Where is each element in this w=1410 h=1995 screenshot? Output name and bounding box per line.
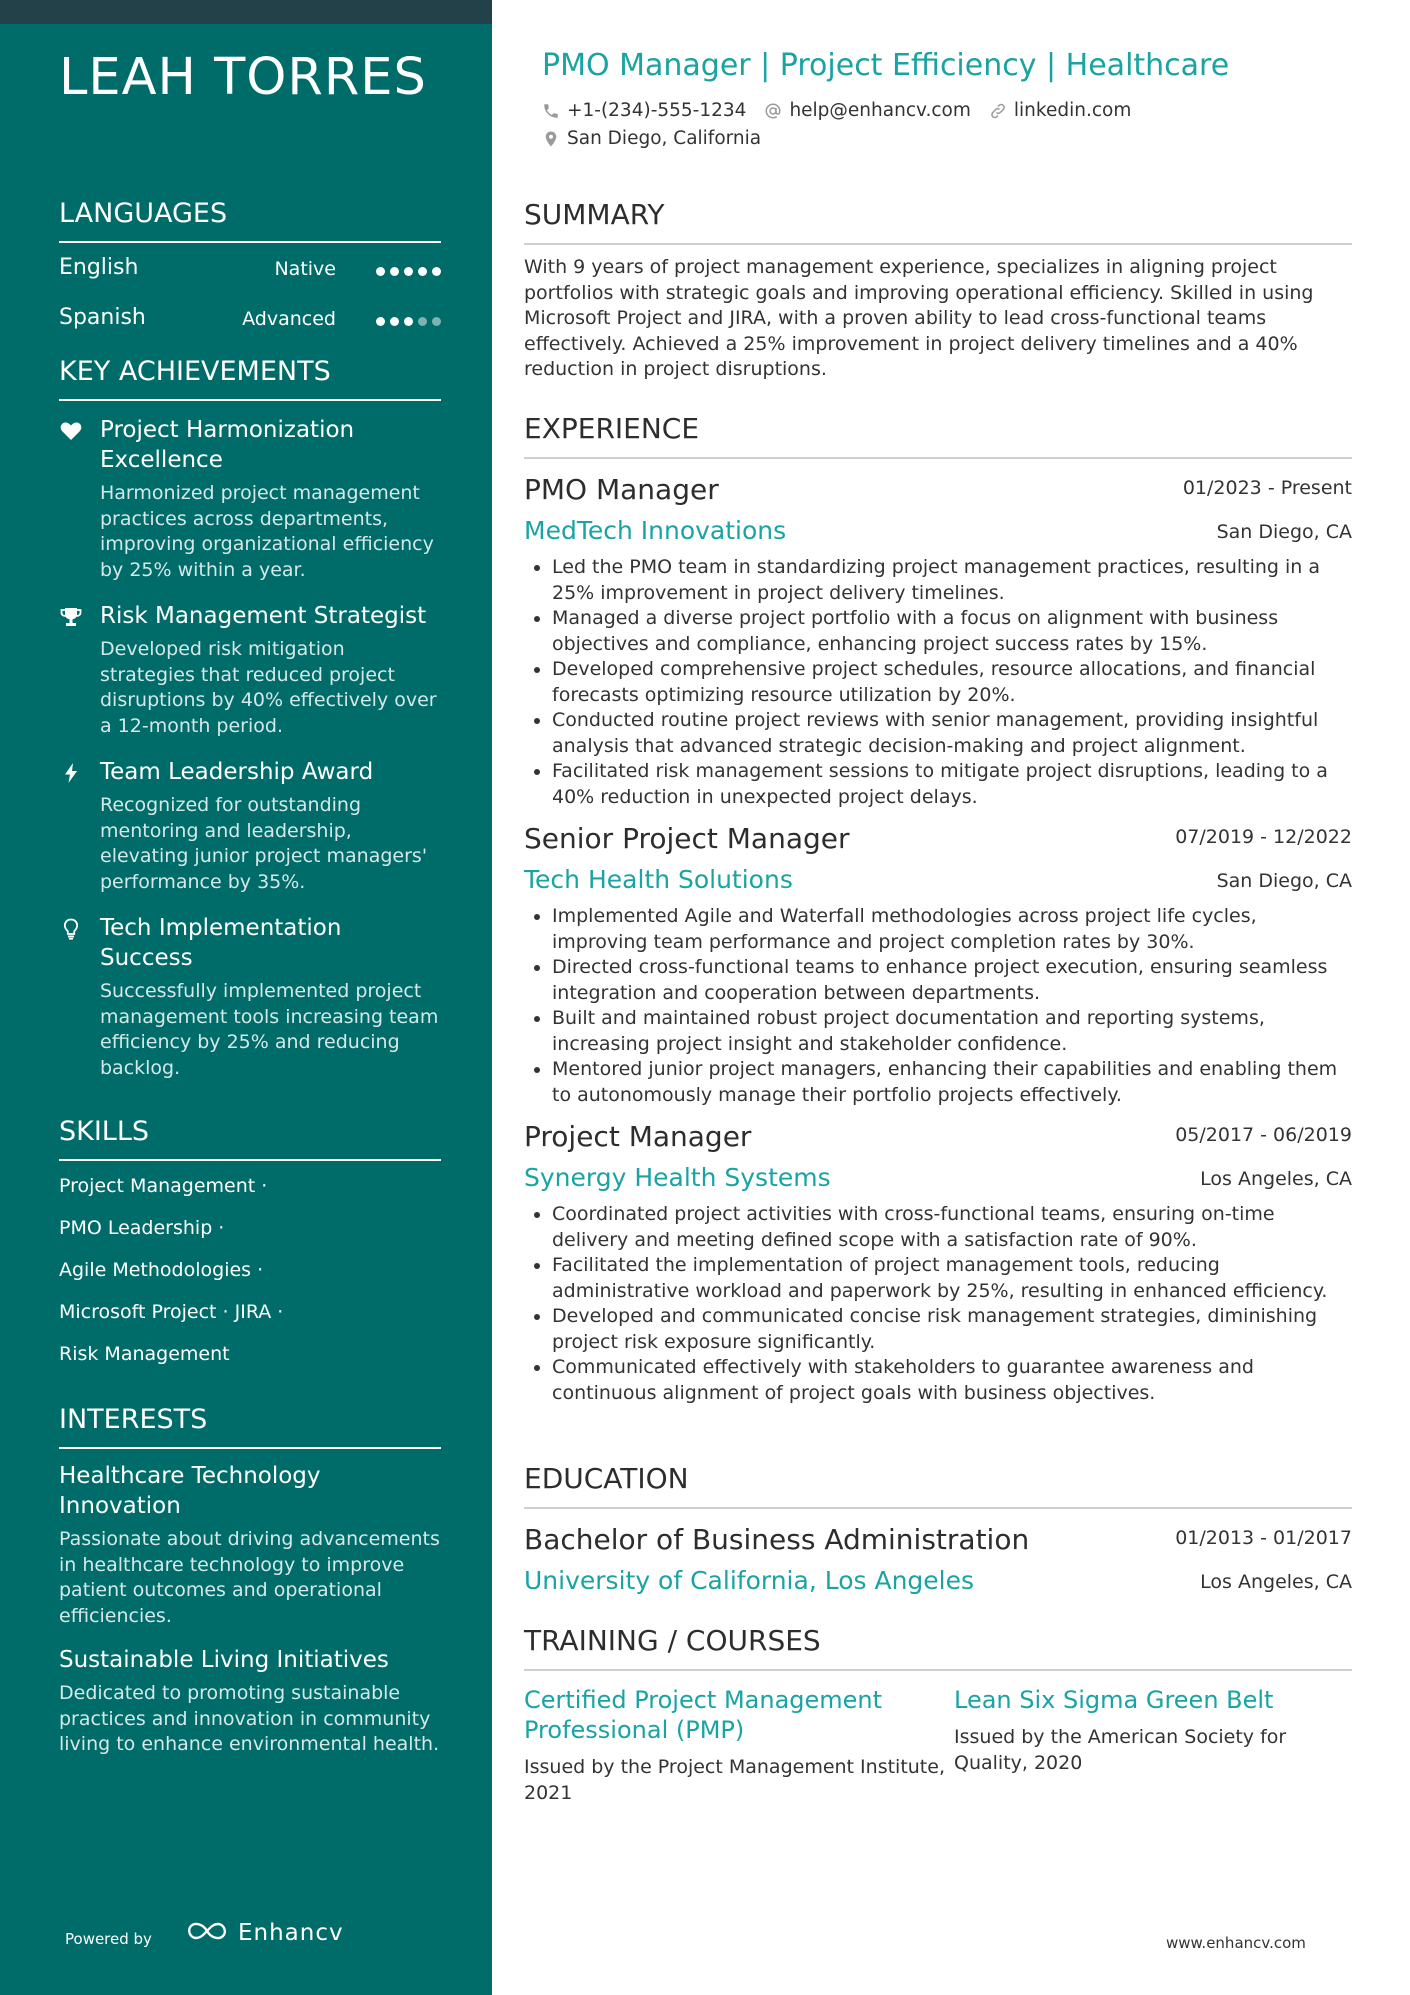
achievement-title: Tech Implementation Success <box>100 915 342 971</box>
education-section <box>524 1462 1352 1601</box>
achievements-section <box>59 356 441 1081</box>
skill-item: Microsoft Project · JIRA · <box>59 1301 284 1323</box>
proficiency-dot-filled <box>404 317 413 326</box>
proficiency-dots <box>371 311 441 330</box>
course-item <box>954 1685 1352 1806</box>
job-bullet: • Conducted routine project reviews with senior management, providing insightful analysis that advanced strategic decision-making and project alignment. <box>552 708 1352 759</box>
skill-item: Risk Management <box>59 1343 230 1365</box>
training-heading: TRAINING / COURSES <box>524 1624 1352 1671</box>
language-name: Spanish <box>59 305 146 330</box>
powered-by-label: Powered by <box>65 1930 152 1948</box>
school-location: Los Angeles, CA <box>1200 1571 1352 1593</box>
education-entry <box>524 1519 1352 1601</box>
job-bullet: • Led the PMO team in standardizing project management practices, resulting in a 25% improvement in project delivery timelines. <box>552 555 1352 606</box>
course-item <box>524 1685 954 1806</box>
job-bullet: • Managed a diverse project portfolio with a focus on alignment with business objectives and compliance, enhancing project success rates by 15%. <box>552 606 1352 657</box>
job-location: San Diego, CA <box>1216 870 1352 892</box>
job-company: MedTech Innovations <box>524 516 787 545</box>
heart-icon <box>59 419 85 445</box>
linkedin-text: linkedin.com <box>1013 100 1132 121</box>
contact-linkedin[interactable] <box>989 100 1131 121</box>
achievement-desc: Developed risk mitigation strategies that reduced project disruptions by 40% effectively over a 12-month period. <box>100 638 437 737</box>
interests-section <box>59 1404 441 1758</box>
course-title: Lean Six Sigma Green Belt <box>954 1686 1274 1714</box>
job-bullet: • Coordinated project activities with cross-functional teams, ensuring on-time delivery and meeting defined scope with a satisfaction rate of 90%. <box>552 1202 1352 1253</box>
trophy-icon <box>59 605 85 631</box>
interest-desc: Passionate about driving advancements in healthcare technology to improve patient outcomes and operational efficiencies. <box>59 1528 440 1627</box>
job-entry <box>524 469 1352 810</box>
proficiency-dot-filled <box>418 267 427 276</box>
achievement-title: Team Leadership Award <box>100 759 374 785</box>
job-bullet: • Facilitated the implementation of project management tools, reducing administrative workload and paperwork by 25%, resulting in enhanced efficiency. <box>552 1253 1352 1304</box>
language-level: Advanced <box>242 308 336 330</box>
summary-text: With 9 years of project management experience, specializes in aligning project portfolios with strategic goals and improving operational efficiency. Skilled in using Microsoft Project and JIRA, with a proven ability to lead cross-functional teams effectively. Achieved a 25% improvement in project delivery timelines and a 40% reduction in project disruptions. <box>524 256 1314 380</box>
language-row <box>59 249 441 293</box>
job-title: Senior Project Manager <box>524 822 850 855</box>
achievements-heading: KEY ACHIEVEMENTS <box>59 356 441 401</box>
contact-location <box>542 128 761 149</box>
skill-item: Agile Methodologies · <box>59 1259 264 1281</box>
infinity-logo-icon <box>184 1919 230 1947</box>
education-heading: EDUCATION <box>524 1462 1352 1509</box>
achievement-item <box>59 757 441 895</box>
experience-heading: EXPERIENCE <box>524 412 1352 459</box>
email-text: help@enhancv.com <box>789 100 971 121</box>
summary-section <box>524 198 1352 383</box>
job-bullet: • Mentored junior project managers, enhancing their capabilities and enabling them to autonomously manage their portfolio projects effectively. <box>552 1057 1352 1108</box>
proficiency-dot-filled <box>376 317 385 326</box>
languages-heading: LANGUAGES <box>59 198 441 243</box>
courses-list <box>524 1685 1352 1806</box>
job-title: PMO Manager <box>524 473 719 506</box>
job-location: Los Angeles, CA <box>1200 1168 1352 1190</box>
school-name: University of California, Los Angeles <box>524 1566 975 1595</box>
achievement-item <box>59 601 441 739</box>
achievement-title: Risk Management Strategist <box>100 603 427 629</box>
contact-location-line <box>542 128 779 149</box>
candidate-name: LEAH TORRES <box>59 48 427 107</box>
proficiency-dot-empty <box>432 317 441 326</box>
link-icon <box>989 102 1007 120</box>
achievement-item <box>59 415 441 583</box>
lightbulb-icon <box>59 917 85 943</box>
job-entry <box>524 818 1352 1108</box>
brand-logo <box>184 1919 344 1947</box>
brand-name: Enhancv <box>238 1920 344 1946</box>
interest-title: Healthcare Technology Innovation <box>59 1463 321 1519</box>
language-name: English <box>59 255 139 280</box>
course-desc: Issued by the Project Management Institute, 2021 <box>524 1756 945 1804</box>
job-dates: 05/2017 - 06/2019 <box>1175 1124 1352 1146</box>
job-bullets <box>524 1202 1352 1406</box>
training-section <box>524 1624 1352 1806</box>
job-bullet: • Directed cross-functional teams to enhance project execution, ensuring seamless integration and cooperation between departments. <box>552 955 1352 1006</box>
proficiency-dots <box>371 261 441 280</box>
skills-heading: SKILLS <box>59 1116 441 1161</box>
job-bullet: • Built and maintained robust project documentation and reporting systems, increasing project insight and stakeholder confidence. <box>552 1006 1352 1057</box>
language-row <box>59 299 441 343</box>
job-bullets <box>524 555 1352 810</box>
job-bullets <box>524 904 1352 1108</box>
achievement-desc: Harmonized project management practices across departments, improving organizational efficiency by 25% within a year. <box>100 482 434 581</box>
sidebar-top-bar <box>0 0 492 24</box>
proficiency-dot-filled <box>376 267 385 276</box>
job-bullet: • Developed and communicated concise risk management strategies, diminishing project risk exposure significantly. <box>552 1304 1352 1355</box>
proficiency-dot-filled <box>432 267 441 276</box>
job-bullet: • Facilitated risk management sessions to mitigate project disruptions, leading to a 40% reduction in unexpected project delays. <box>552 759 1352 810</box>
proficiency-dot-filled <box>404 267 413 276</box>
job-company: Synergy Health Systems <box>524 1163 831 1192</box>
contact-email[interactable] <box>764 100 970 121</box>
education-dates: 01/2013 - 01/2017 <box>1175 1527 1352 1549</box>
job-dates: 07/2019 - 12/2022 <box>1175 826 1352 848</box>
proficiency-dot-filled <box>390 317 399 326</box>
interest-desc: Dedicated to promoting sustainable practices and innovation in community living to enhance environmental health. <box>59 1682 440 1755</box>
interest-title: Sustainable Living Initiatives <box>59 1647 389 1673</box>
skill-item: PMO Leadership · <box>59 1217 225 1239</box>
interests-heading: INTERESTS <box>59 1404 441 1449</box>
phone-text: +1-(234)-555-1234 <box>567 100 747 121</box>
achievement-title: Project Harmonization Excellence <box>100 417 355 473</box>
language-level: Native <box>274 258 336 280</box>
skills-list <box>59 1165 441 1375</box>
proficiency-dot-filled <box>390 267 399 276</box>
location-pin-icon <box>542 130 560 148</box>
job-location: San Diego, CA <box>1216 521 1352 543</box>
job-company: Tech Health Solutions <box>524 865 793 894</box>
achievement-item <box>59 913 441 1081</box>
footer-url[interactable]: www.enhancv.com <box>1166 1934 1306 1952</box>
lightning-icon <box>59 761 85 787</box>
location-text: San Diego, California <box>567 128 762 149</box>
job-bullet: • Developed comprehensive project schedules, resource allocations, and financial forecasts optimizing resource utilization by 20%. <box>552 657 1352 708</box>
course-desc: Issued by the American Society for Quality, 2020 <box>954 1726 1287 1774</box>
achievement-desc: Recognized for outstanding mentoring and leadership, elevating junior project managers' performance by 35%. <box>100 794 428 893</box>
sidebar <box>0 0 492 1995</box>
summary-heading: SUMMARY <box>524 198 1352 245</box>
job-title: Project Manager <box>524 1120 752 1153</box>
skills-section <box>59 1116 441 1375</box>
job-entry <box>524 1116 1352 1406</box>
proficiency-dot-empty <box>418 317 427 326</box>
headline: PMO Manager | Project Efficiency | Healthcare <box>542 48 1230 83</box>
contact-phone[interactable] <box>542 100 746 121</box>
degree-title: Bachelor of Business Administration <box>524 1523 1030 1556</box>
course-title: Certified Project Management Professional (PMP) <box>524 1686 883 1744</box>
contact-line <box>542 100 1149 121</box>
job-dates: 01/2023 - Present <box>1182 477 1352 499</box>
phone-icon <box>542 102 560 120</box>
achievement-desc: Successfully implemented project management tools increasing team efficiency by 25% and reducing backlog. <box>100 980 439 1079</box>
skill-item: Project Management · <box>59 1175 268 1197</box>
at-sign-icon <box>764 102 782 120</box>
job-bullet: • Implemented Agile and Waterfall methodologies across project life cycles, improving team performance and project completion rates by 30%. <box>552 904 1352 955</box>
languages-section <box>59 198 441 343</box>
experience-section <box>524 412 1352 1406</box>
job-bullet: • Communicated effectively with stakeholders to guarantee awareness and continuous alignment of project goals with business objectives. <box>552 1355 1352 1406</box>
